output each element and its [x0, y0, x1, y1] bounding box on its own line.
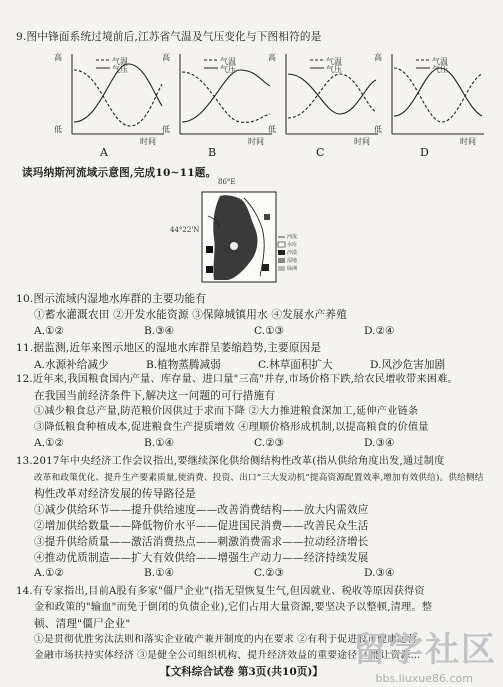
graph-a	[54, 50, 168, 146]
q13-item-1: ①减少供给环节——提升供给速度——改善消费结构——放大内需效应	[34, 504, 369, 516]
option-b[interactable]: B.①④	[144, 437, 175, 449]
q10-options	[34, 325, 444, 337]
y-high-label: 高	[54, 53, 62, 62]
graph-d	[374, 50, 488, 146]
lon-label: 86°E	[218, 178, 236, 186]
panel-label-d: D	[420, 146, 429, 159]
q13-item-4: ④推动优质制造——扩大有效供给——增强生产动力——经济持续发展	[34, 552, 369, 564]
q11-stem: 11.据监测,近年来图示地区的湿地水库群呈萎缩趋势,主要原因是	[16, 342, 322, 354]
option-c[interactable]: C.林草面积扩大	[258, 359, 333, 371]
legend-desert: 沙漠	[287, 250, 298, 256]
option-d[interactable]: D.②④	[364, 325, 395, 337]
y-low-label: 低	[374, 125, 382, 134]
q12-items-line1: ①减少粮食总产量,防范粮价因供过于求而下降 ②大力推进粮食深加工,延伸产业链条	[34, 406, 419, 417]
option-c[interactable]: C.②③	[254, 437, 285, 449]
q10-items: ①蓄水灌溉农田 ②开发水能资源 ③保障城镇用水 ④发展水产养殖	[34, 309, 347, 321]
y-high-label: 高	[162, 53, 170, 62]
option-b[interactable]: B.①④	[144, 567, 175, 579]
legend-wetland: 湿地	[287, 258, 298, 264]
option-b[interactable]: B.植物蒸腾减弱	[146, 359, 221, 371]
legend-pressure: 气压	[326, 65, 342, 74]
q10-stem: 10.图示流域内湿地水库群的主要功能有	[16, 293, 207, 305]
q13-options	[34, 567, 444, 579]
q13-stem-line2: 改革和政策优化、提升生产要素质量,使消费、投资、出口“三大发动机”提高资源配置效率,增加有效供给)。供给侧结	[34, 473, 484, 483]
q14-stem-line3: 顿、清理"僵尸企业"	[34, 618, 131, 630]
x-label: 时间	[460, 137, 476, 146]
y-low-label: 低	[268, 125, 276, 134]
q12-stem-line1: 12.近年来,我国粮食国内产量、库存量、进口量"三高"并存,市场价格下跌,给农民增收带来困难。	[16, 374, 458, 385]
legend-reservoir: 水库	[287, 242, 298, 248]
y-high-label: 高	[374, 53, 382, 62]
legend-pressure: 气压	[220, 65, 236, 74]
q12-items-line2: ③降低粮食种植成本,促进粮食生产提质增效 ④理顺价格形成机制,以提高粮食的价值量	[34, 422, 429, 433]
graph-b	[162, 50, 276, 146]
q12-options	[34, 437, 444, 449]
legend-oasis: 绿洲	[287, 266, 298, 272]
x-label: 时间	[248, 137, 264, 146]
option-d[interactable]: D.③④	[364, 567, 395, 579]
graph-c	[268, 50, 382, 146]
option-a[interactable]: A.水源补给减少	[34, 359, 109, 371]
legend-pressure: 气压	[112, 65, 128, 74]
q13-item-3: ③提升供给质量——激活消费热点——刺激消费需求——拉动经济增长	[34, 536, 369, 548]
option-c[interactable]: C.①③	[254, 325, 285, 337]
q14-items-line1: ①是贯彻优胜劣汰法则和落实企业破产兼并制度的内在要求 ②有利于促进股市健康运营	[34, 634, 418, 645]
page-footer: 【文科综合试卷 第3页(共10页)】	[160, 666, 323, 678]
x-label: 时间	[140, 137, 156, 146]
option-a[interactable]: A.①②	[34, 437, 65, 449]
legend-pressure: 气压	[432, 65, 448, 74]
legend-temp: 气温	[432, 57, 448, 66]
option-d[interactable]: D.③④	[364, 437, 395, 449]
q12-stem-line2: 在我国当前经济条件下,解决这一问题的可行措施有	[34, 390, 276, 402]
option-b[interactable]: B.③④	[144, 325, 175, 337]
panel-label-a: A	[100, 146, 108, 159]
q13-stem-line1: 13.2017年中央经济工作会议指出,要继续深化供给侧结构性改革(指从供给角度出发,通过制度	[16, 456, 445, 467]
y-low-label: 低	[162, 125, 170, 134]
option-a[interactable]: A.①②	[34, 567, 65, 579]
legend-river: 河流	[287, 234, 298, 240]
y-low-label: 低	[54, 125, 62, 134]
panel-label-c: C	[316, 146, 325, 159]
lat-label: 44°22'N	[170, 226, 200, 234]
option-c[interactable]: C.②③	[254, 567, 285, 579]
legend-temp: 气温	[326, 57, 342, 66]
watermark-logo: 留学社区	[353, 630, 497, 670]
option-a[interactable]: A.①②	[34, 325, 65, 337]
q13-stem-line3: 构性改革对经济发展的传导路径是	[34, 488, 196, 500]
q9-stem: 9.图中锋面系统过境前后,江苏省气温及气压变化与下图相符的是	[16, 31, 322, 43]
legend-temp: 气温	[220, 57, 236, 66]
option-d[interactable]: D.风沙危害加剧	[370, 359, 446, 371]
x-label: 时间	[354, 137, 370, 146]
q13-item-2: ②增加供给数量——降低物价水平——促进国民消费——改善民众生活	[34, 520, 369, 532]
q14-stem-line2: 金和政策的"输血"而免于倒闭的负债企业),它们占用大量资源,要坚决予以整顿,清理。整	[34, 602, 433, 613]
q10-11-intro: 读玛纳斯河流域示意图,完成10~11题。	[22, 167, 217, 179]
panel-label-b: B	[208, 146, 217, 159]
q14-items-line2: 金融市场扶持实体经济 ③是健全公司组织机构、提升经济效益的重要途径 ④能让资源…	[34, 650, 421, 661]
watermark-url: bbs.liuxue86.com	[375, 672, 473, 685]
y-high-label: 高	[268, 53, 276, 62]
manas-river-map	[170, 178, 298, 286]
q11-options	[34, 357, 470, 372]
q14-stem-line1: 14.有专家指出,目前A股有多家"僵尸企业"(指无望恢复生气,但因就业、税收等原因获得资	[16, 586, 425, 597]
legend-temp: 气温	[112, 57, 128, 66]
